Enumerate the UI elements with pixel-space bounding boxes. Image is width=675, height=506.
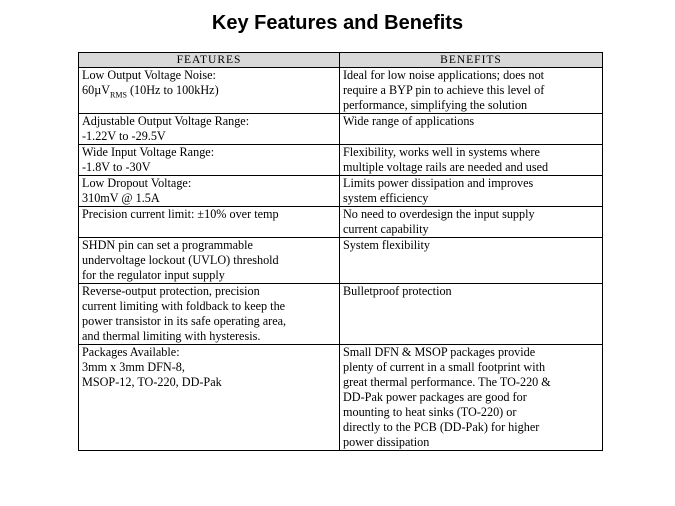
feature-cell [79,238,340,284]
benefit-cell [340,68,603,114]
feature-line: 310mV @ 1.5A [82,191,160,205]
feature-cell [79,176,340,207]
noise-value: 60µV [82,83,111,97]
feature-line: Adjustable Output Voltage Range: [82,114,250,128]
feature-line: -1.8V to -30V [82,160,151,174]
benefit-cell [340,207,603,238]
feature-line: -1.22V to -29.5V [82,129,166,143]
feature-cell [79,114,340,145]
benefit-line: system efficiency [343,191,429,205]
table-row [79,176,603,207]
benefit-line: Limits power dissipation and improves [343,176,534,190]
benefit-line: No need to overdesign the input supply [343,207,535,221]
benefits-header: BENEFITS [340,53,603,68]
feature-cell [79,145,340,176]
feature-line: 3mm x 3mm DFN-8, [82,360,185,374]
benefit-line: current capability [343,222,429,236]
benefit-cell [340,238,603,284]
feature-line [82,83,336,98]
feature-cell [79,345,340,451]
benefit-line: Small DFN & MSOP packages provide [343,345,536,359]
feature-line: Low Dropout Voltage: [82,176,192,190]
benefit-line: Bulletproof protection [343,284,452,298]
noise-bandwidth: (10Hz to 100kHz) [126,83,219,97]
benefit-line: performance, simplifying the solution [343,98,528,112]
table-row [79,68,603,114]
benefit-line: power dissipation [343,435,430,449]
benefit-line: Flexibility, works well in systems where [343,145,540,159]
feature-line: SHDN pin can set a programmable [82,238,253,252]
feature-line: Low Output Voltage Noise: [82,68,216,82]
rms-subscript: RMS [110,90,127,100]
benefit-line: mounting to heat sinks (TO-220) or [343,405,517,419]
feature-line: and thermal limiting with hysteresis. [82,329,261,343]
table-row [79,238,603,284]
benefit-line: great thermal performance. The TO-220 & [343,375,551,389]
benefit-line: multiple voltage rails are needed and used [343,160,549,174]
benefit-cell [340,176,603,207]
table-row [79,207,603,238]
table-row [79,345,603,451]
benefit-line: plenty of current in a small footprint with [343,360,546,374]
benefit-line: Wide range of applications [343,114,475,128]
benefit-cell [340,145,603,176]
feature-line: undervoltage lockout (UVLO) threshold [82,253,279,267]
benefit-line: require a BYP pin to achieve this level of [343,83,545,97]
benefit-line: Ideal for low noise applications; does not [343,68,545,82]
table-row [79,145,603,176]
feature-cell [79,68,340,114]
feature-line: current limiting with foldback to keep the [82,299,286,313]
benefit-cell [340,284,603,345]
features-header: FEATURES [79,53,340,68]
feature-cell [79,207,340,238]
feature-line: Wide Input Voltage Range: [82,145,215,159]
benefit-line: System flexibility [343,238,431,252]
table-row [79,284,603,345]
page-title: Key Features and Benefits [211,12,464,34]
benefit-line: DD-Pak power packages are good for [343,390,527,404]
feature-line: MSOP-12, TO-220, DD-Pak [82,375,222,389]
benefit-cell [340,114,603,145]
feature-line: Packages Available: [82,345,180,359]
feature-cell [79,284,340,345]
table-header-row [79,53,603,68]
feature-line: Reverse-output protection, precision [82,284,260,298]
table-row [79,114,603,145]
benefit-cell [340,345,603,451]
benefit-line: directly to the PCB (DD-Pak) for higher [343,420,540,434]
feature-line: Precision current limit: ±10% over temp [82,207,279,221]
features-benefits-table [78,52,603,451]
feature-line: for the regulator input supply [82,268,225,282]
feature-line: power transistor in its safe operating area, [82,314,287,328]
